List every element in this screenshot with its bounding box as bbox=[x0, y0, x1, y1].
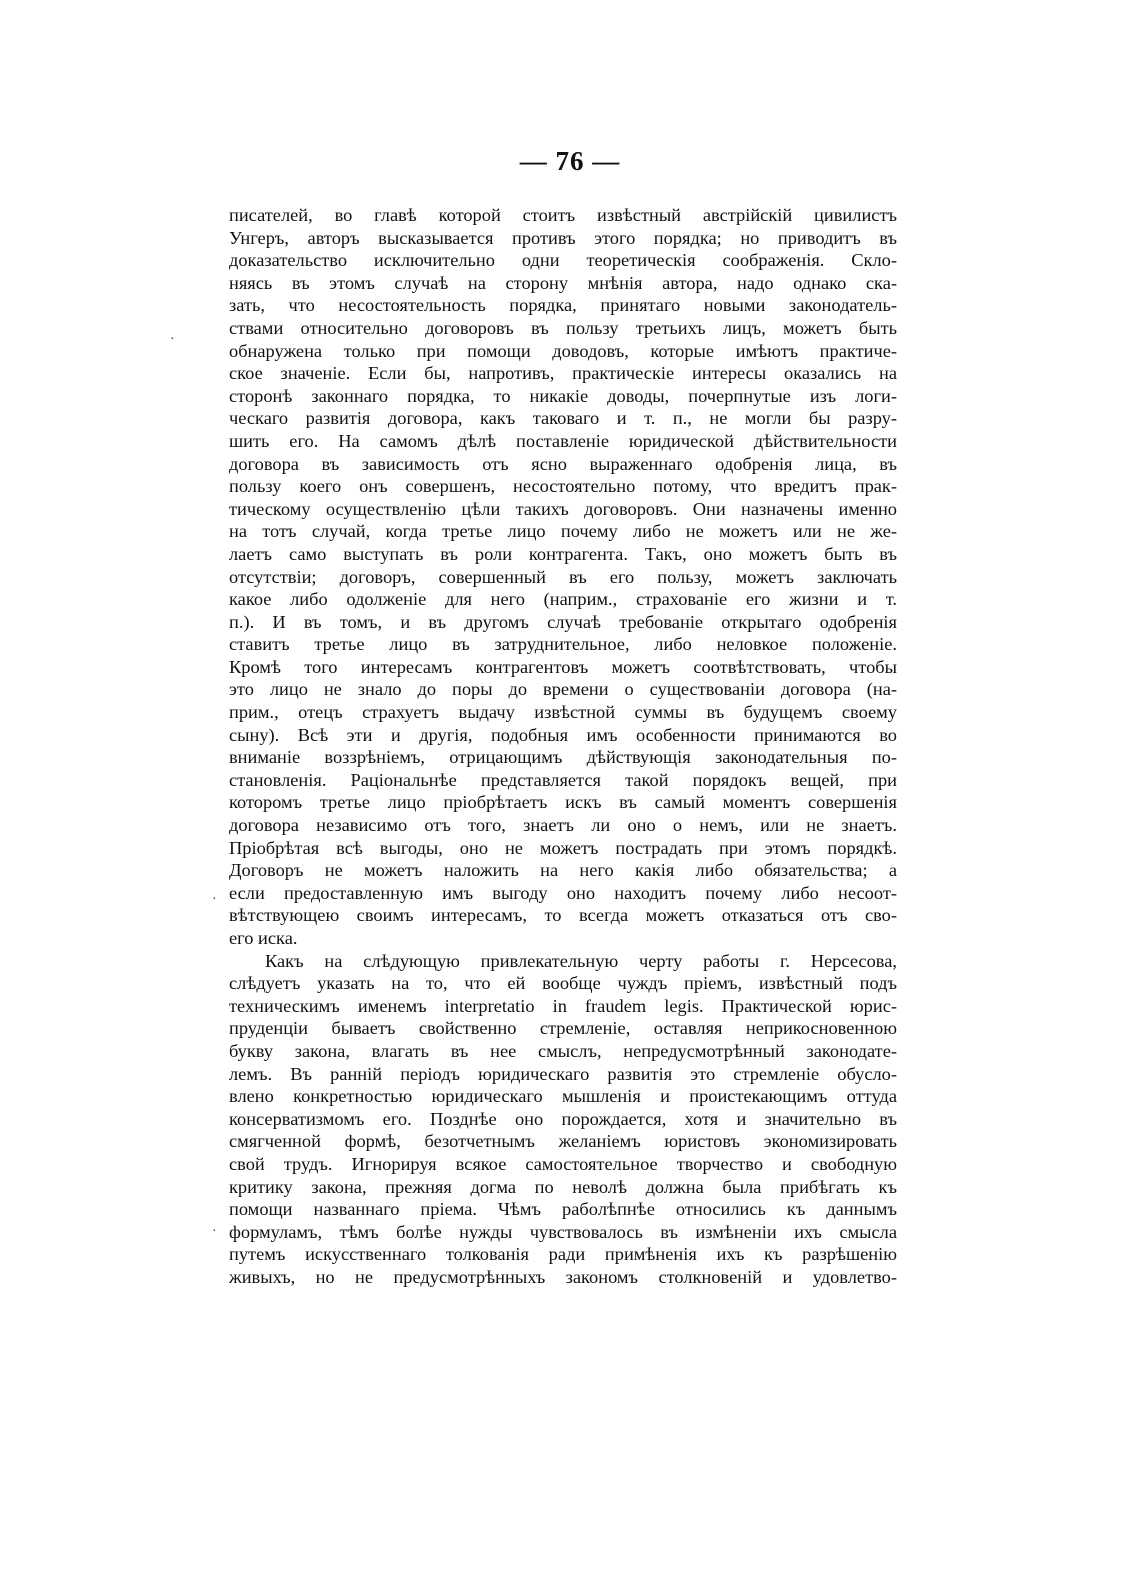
text-line: которомъ третье лицо пріобрѣтаетъ искъ въ самый моментъ совершенія bbox=[229, 792, 897, 813]
text-line: тическому осуществленію цѣли такихъ договоровъ. Они назначены именно bbox=[229, 498, 897, 519]
margin-mark: · bbox=[170, 332, 175, 347]
text-line: сторонѣ законнаго порядка, то никакіе доводы, почерпнутые изъ логи- bbox=[229, 385, 897, 406]
paragraph bbox=[229, 950, 897, 1289]
text-line: путемъ искусственнаго толкованія ради примѣненія ихъ къ разрѣшенію bbox=[229, 1244, 897, 1265]
text-line: сыну). Всѣ эти и другія, подобныя имъ особенности принимаются во bbox=[229, 724, 897, 745]
text-line: отсутствіи; договоръ, совершенный въ его пользу, можетъ заключать bbox=[229, 566, 897, 587]
text-line: его иска. bbox=[229, 928, 298, 948]
text-line: доказательство исключительно одни теоретическія соображенія. Скло- bbox=[229, 250, 897, 271]
text-line: няясь въ этомъ случаѣ на сторону мнѣнія автора, надо однако ска- bbox=[229, 272, 897, 293]
text-line: вниманіе воззрѣніемъ, отрицающимъ дѣйствующія законодательныя по- bbox=[229, 747, 897, 768]
text-line: ставитъ третье лицо въ затруднительное, либо неловкое положеніе. bbox=[229, 634, 897, 655]
text-line: вѣтствующею своимъ интересамъ, то всегда можетъ отказаться отъ сво- bbox=[229, 905, 897, 926]
text-line: свой трудъ. Игнорируя всякое самостоятельное творчество и свободную bbox=[229, 1153, 897, 1174]
margin-mark: · bbox=[212, 892, 217, 907]
body-text bbox=[229, 204, 897, 1289]
text-line: помощи названнаго пріема. Чѣмъ рабoлѣпнѣе относились къ даннымъ bbox=[229, 1199, 897, 1220]
text-line: становленія. Раціональнѣе представляется такой порядокъ вещей, при bbox=[229, 769, 897, 790]
text-line: формуламъ, тѣмъ болѣе нужды чувствовалось въ измѣненіи ихъ смысла bbox=[229, 1221, 897, 1242]
text-line: Пріобрѣтая всѣ выгоды, оно не можетъ пострадать при этомъ порядкѣ. bbox=[229, 837, 897, 858]
text-line: букву закона, влагать въ нее смыслъ, непредусмотрѣнный законодате- bbox=[229, 1040, 897, 1061]
text-line: ствами относительно договоровъ въ пользу третьихъ лицъ, можетъ быть bbox=[229, 317, 897, 338]
margin-mark: · bbox=[212, 1224, 217, 1239]
text-line: прим., отецъ страхуетъ выдачу извѣстной суммы въ будущемъ своему bbox=[229, 702, 897, 723]
text-line: договора независимо отъ того, знаетъ ли оно о немъ, или не знаетъ. bbox=[229, 815, 897, 836]
text-line: договора въ зависимость отъ ясно выраженнаго одобренія лица, въ bbox=[229, 453, 897, 474]
text-line: слѣдуетъ указать на то, что ей вообще чуждъ пріемъ, извѣстный подъ bbox=[229, 973, 897, 994]
text-line: пользу коего онъ совершенъ, несостоятельно потому, что вредитъ прак- bbox=[229, 476, 897, 497]
text-line: если предоставленную имъ выгоду оно находитъ почему либо несоот- bbox=[229, 882, 897, 903]
text-line: Кромѣ того интересамъ контрагентовъ можетъ соотвѣтствовать, чтобы bbox=[229, 656, 897, 677]
text-line: Унгеръ, авторъ высказывается противъ этого порядка; но приводитъ въ bbox=[229, 227, 897, 248]
page-number: — 76 — bbox=[519, 146, 621, 176]
text-line: лаетъ само выступать въ роли контрагента. Такъ, оно можетъ быть въ bbox=[229, 543, 897, 564]
text-line: Какъ на слѣдующую привлекательную черту работы г. Нерсесова, bbox=[265, 950, 897, 971]
text-line: ческаго развитія договора, какъ таковаго и т. п., не могли бы разру- bbox=[229, 408, 897, 429]
text-line: на тотъ случай, когда третье лицо почему либо не можетъ или не же- bbox=[229, 521, 897, 542]
text-line: ское значеніе. Если бы, напротивъ, практическіе интересы оказались на bbox=[229, 363, 897, 384]
text-line: п.). И въ томъ, и въ другомъ случаѣ требованіе открытаго одобренія bbox=[229, 611, 897, 632]
text-line: Договоръ не можетъ наложить на него какія либо обязательства; а bbox=[229, 860, 897, 881]
text-line: шить его. На самомъ дѣлѣ поставленіе юридической дѣйствительности bbox=[229, 430, 897, 451]
text-line: живыхъ, но не предусмотрѣнныхъ закономъ столкновеній и удовлетво- bbox=[229, 1266, 897, 1287]
text-line: обнаружена только при помощи доводовъ, которые имѣютъ практиче- bbox=[229, 340, 897, 361]
text-line: консерватизмомъ его. Позднѣе оно порождается, хотя и значительно въ bbox=[229, 1108, 897, 1129]
text-line: какое либо одолженіе для него (наприм., страхованіе его жизни и т. bbox=[229, 589, 897, 610]
text-line: техническимъ именемъ interpretatio in fraudem legis. Практической юрис- bbox=[229, 995, 897, 1016]
paragraph bbox=[229, 204, 897, 950]
text-line: смягченной формѣ, безотчетнымъ желаніемъ юристовъ экономизировать bbox=[229, 1131, 897, 1152]
text-line: это лицо не знало до поры до времени о существованіи договора (на- bbox=[229, 679, 897, 700]
text-line: влено конкретностью юридическаго мышленія и проистекающимъ оттуда bbox=[229, 1086, 897, 1107]
text-line: зать, что несостоятельность порядка, принятаго новыми законодатель- bbox=[229, 295, 897, 316]
text-line: пруденціи бываетъ свойственно стремленіе, оставляя неприкосновенною bbox=[229, 1018, 897, 1039]
text-line: лемъ. Въ раннiй періодъ юридическаго развитія это стремленіе обусло- bbox=[229, 1063, 897, 1084]
text-line: писателей, во главѣ которой стоитъ извѣстный австрійскій цивилистъ bbox=[229, 205, 897, 225]
text-line: критику закона, прежняя догма по неволѣ должна была прибѣгать къ bbox=[229, 1176, 897, 1197]
